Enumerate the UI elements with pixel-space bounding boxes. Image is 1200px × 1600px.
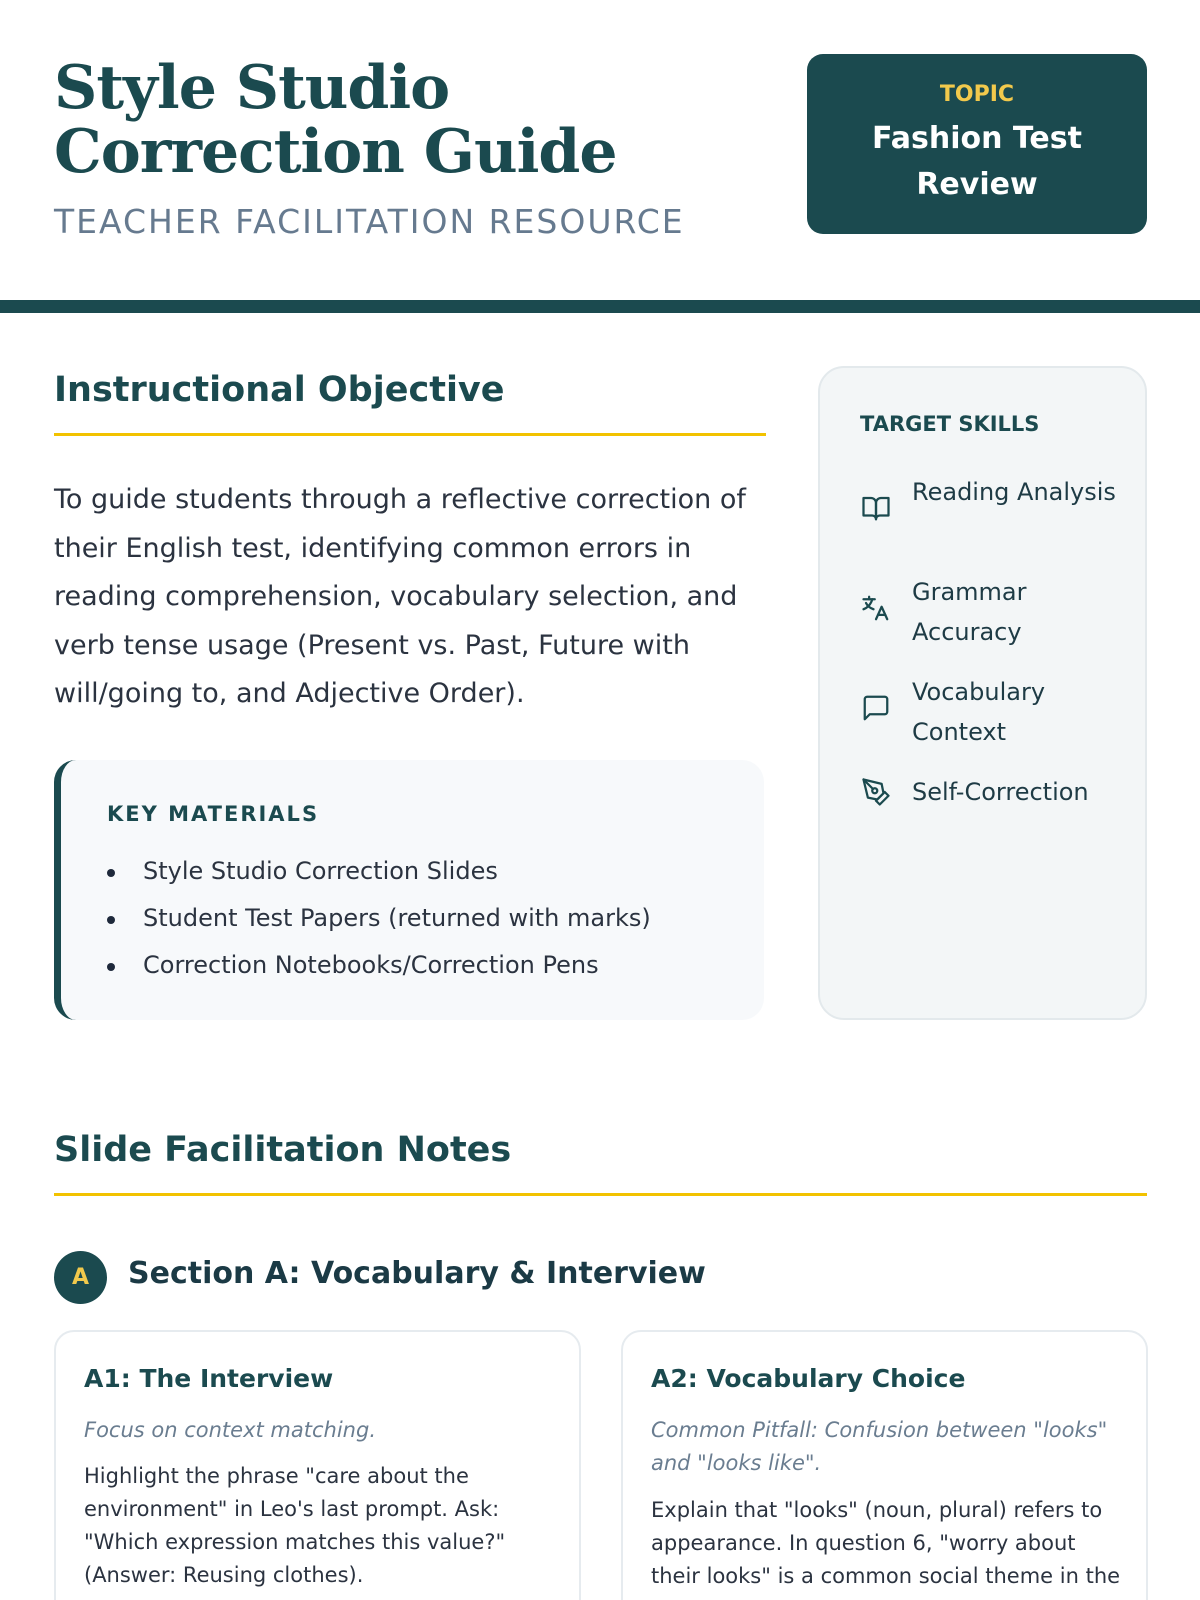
pen-tool-icon xyxy=(860,776,892,808)
note-card-title: A2: Vocabulary Choice xyxy=(651,1364,966,1393)
list-item: Student Test Papers (returned with marks) xyxy=(107,895,651,942)
note-card-a2 xyxy=(621,1330,1148,1600)
skill-label: Reading Analysis xyxy=(912,478,1116,506)
note-card-body: Highlight the phrase "care about the environment" in Leo's last prompt. Ask: "Which expression matches this value?" (Answer: Reusing clothes). xyxy=(84,1464,506,1587)
target-skills-title: TARGET SKILLS xyxy=(860,412,1040,436)
key-materials-panel xyxy=(54,760,764,1020)
topic-value: Fashion Test Review xyxy=(872,121,1082,202)
skill-grammar-accuracy xyxy=(860,572,1130,652)
skill-reading-analysis xyxy=(860,472,1130,552)
facilitation-notes-heading: Slide Facilitation Notes xyxy=(54,1130,512,1170)
document-title: Style Studio Correction Guide xyxy=(54,53,617,187)
list-item: Correction Notebooks/Correction Pens xyxy=(107,942,651,989)
document-subtitle: TEACHER FACILITATION RESOURCE xyxy=(54,202,685,241)
skill-self-correction xyxy=(860,772,1130,812)
document-header xyxy=(0,0,1200,300)
section-a-title: Section A: Vocabulary & Interview xyxy=(128,1256,706,1291)
section-a-badge: A xyxy=(54,1251,107,1304)
skill-label: Vocabulary Context xyxy=(912,678,1046,746)
topic-label: TOPIC xyxy=(939,82,1015,107)
header-divider xyxy=(0,300,1200,313)
key-materials-title: KEY MATERIALS xyxy=(107,802,320,826)
key-materials-list xyxy=(107,848,651,989)
translate-icon xyxy=(860,592,892,624)
skill-label: Self-Correction xyxy=(912,778,1089,806)
note-card-title: A1: The Interview xyxy=(84,1364,334,1393)
objective-heading-underline xyxy=(54,433,766,436)
message-square-icon xyxy=(860,692,892,724)
topic-card xyxy=(807,54,1147,234)
facilitation-notes-underline xyxy=(54,1193,1147,1196)
skill-vocabulary-context xyxy=(860,672,1130,752)
target-skills-panel xyxy=(818,366,1147,1020)
note-card-note: Focus on context matching. xyxy=(84,1418,376,1442)
note-card-a1 xyxy=(54,1330,581,1600)
objective-heading: Instructional Objective xyxy=(54,370,505,410)
note-card-note: Common Pitfall: Confusion between "looks" and "looks like". xyxy=(651,1418,1108,1475)
note-card-body: Explain that "looks" (noun, plural) refers to appearance. In question 6, "worry about their looks" is a common social theme in the xyxy=(651,1498,1121,1588)
book-open-icon xyxy=(860,492,892,524)
list-item: Style Studio Correction Slides xyxy=(107,848,651,895)
skill-label: Grammar Accuracy xyxy=(912,578,1027,646)
objective-text: To guide students through a reflective correction of their English test, identifying common errors in reading comprehension, vocabulary selection, and verb tense usage (Present vs. Past, Future with will/going to, and Adjective Order). xyxy=(54,484,746,709)
